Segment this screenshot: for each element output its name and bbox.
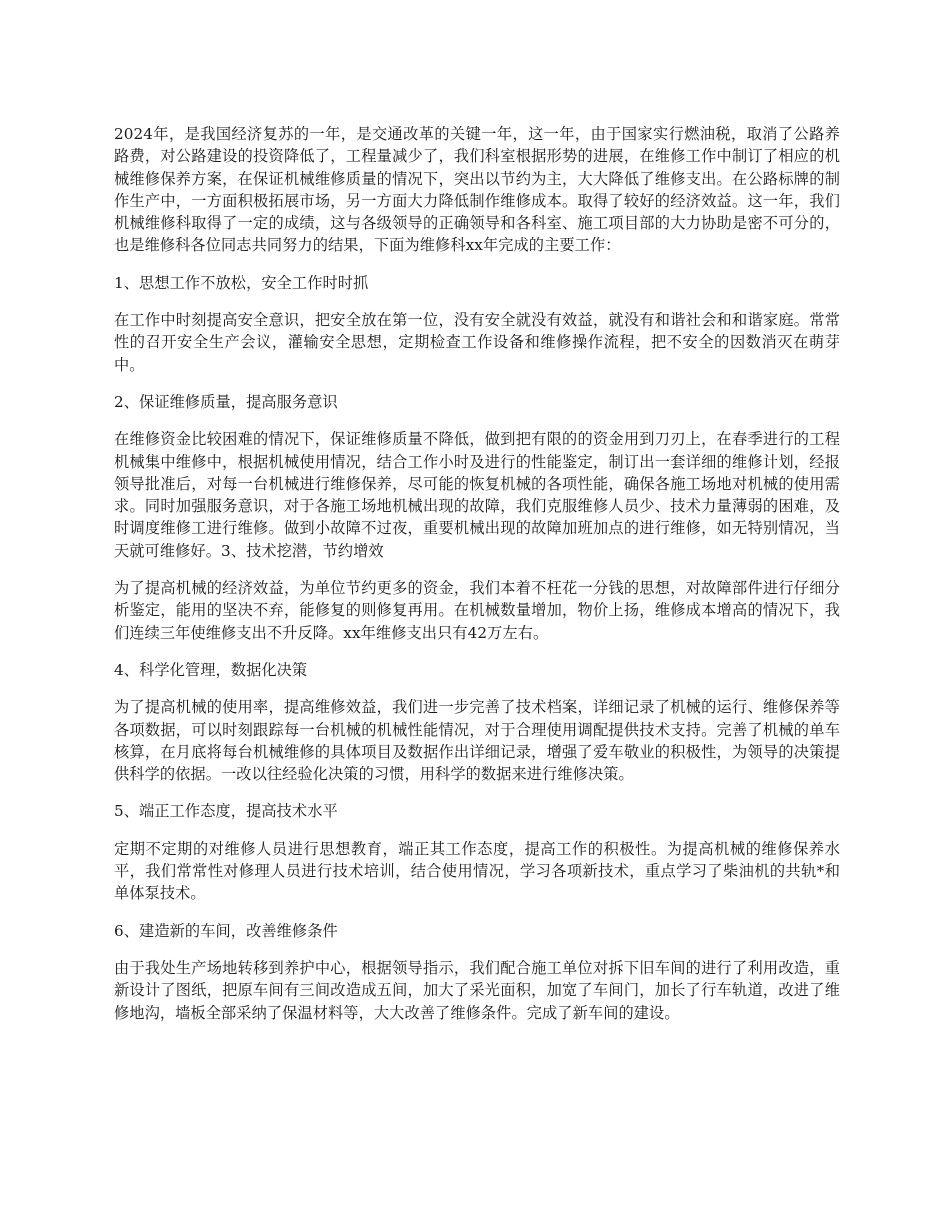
section-paragraph-2: 在维修资金比较困难的情况下，保证维修质量不降低，做到把有限的的资金用到刀刃上，在春季进行的工程机械集中维修中，根据机械使用情况，结合工作小时及进行的性能鉴定，制订出一套详细的维修计划，经报领导批准后，对每一台机械进行维修保养，尽可能的恢复机械的各项性能，确保各施工场地对机械的使用需求。同时加强服务意识，对于各施工场地机械出现的故障，我们克服维修人员少、技术力量薄弱的困难，及时调度维修工进行维修。做到小故障不过夜，重要机械出现的故障加班加点的进行维修，如无特别情况，当天就可维修好。3、技术挖潜，节约增效 — [114, 430, 840, 560]
section-paragraph-5: 定期不定期的对维修人员进行思想教育，端正其工作态度，提高工作的积极性。为提高机械的维修保养水平，我们常常性对修理人员进行技术培训，结合使用情况，学习各项新技术，重点学习了柴油机的共轨*和单体泵技术。 — [114, 839, 840, 903]
section-paragraph-1: 在工作中时刻提高安全意识，把安全放在第一位，没有安全就没有效益，就没有和谐社会和和谐家庭。常常性的召开安全生产会议，灌输安全思想，定期检查工作设备和维修操作流程，把不安全的因数消灭在萌芽中。 — [114, 311, 840, 374]
section-paragraph-6: 由于我处生产场地转移到养护中心，根据领导指示，我们配合施工单位对拆下旧车间的进行了利用改造，重新设计了图纸，把原车间有三间改造成五间，加大了采光面积，加宽了车间门，加长了行车轨道，改进了维修地沟，墙板全部采纳了保温材料等，大大改善了维修条件。完成了新车间的建设。 — [114, 958, 840, 1022]
section-heading-1: 1、思想工作不放松，安全工作时时抓 — [114, 273, 369, 292]
intro-paragraph: 2024年，是我国经济复苏的一年，是交通改革的关键一年，这一年，由于国家实行燃油税，取消了公路养路费，对公路建设的投资降低了，工程量减少了，我们科室根据形势的进展，在维修工作中制订了相应的机械维修保养方案，在保证机械维修质量的情况下，突出以节约为主，大大降低了维修支出。在公路标牌的制作生产中，一方面积极拓展市场，另一方面大力降低制作维修成本。取得了较好的经济效益。这一年，我们机械维修科取得了一定的成绩，这与各级领导的正确领导和各科室、施工项目部的大力协助是密不可分的，也是维修科各位同志共同努力的结果，下面为维修科xx年完成的主要工作： — [114, 125, 840, 255]
section-heading-2: 2、保证维修质量，提高服务意识 — [114, 392, 338, 411]
section-heading-4: 4、科学化管理，数据化决策 — [114, 660, 308, 679]
section-paragraph-3: 为了提高机械的经济效益，为单位节约更多的资金，我们本着不枉花一分钱的思想，对故障部件进行仔细分析鉴定，能用的坚决不弃，能修复的则修复再用。在机械数量增加，物价上扬，维修成本增高的情况下，我们连续三年使维修支出不升反降。xx年维修支出只有42万左右。 — [114, 579, 840, 642]
section-heading-6: 6、建造新的车间，改善维修条件 — [114, 921, 338, 940]
section-paragraph-4: 为了提高机械的使用率，提高维修效益，我们进一步完善了技术档案，详细记录了机械的运行、维修保养等各项数据，可以时刻跟踪每一台机械的机械性能情况，对于合理使用调配提供技术支持。完善了机械的单车核算，在月底将每台机械维修的具体项目及数据作出详细记录，增强了爱车敬业的积极性，为领导的决策提供科学的依据。一改以往经验化决策的习惯，用科学的数据来进行维修决策。 — [114, 698, 840, 784]
section-heading-5: 5、端正工作态度，提高技术水平 — [114, 802, 338, 821]
document-body — [114, 123, 840, 1039]
